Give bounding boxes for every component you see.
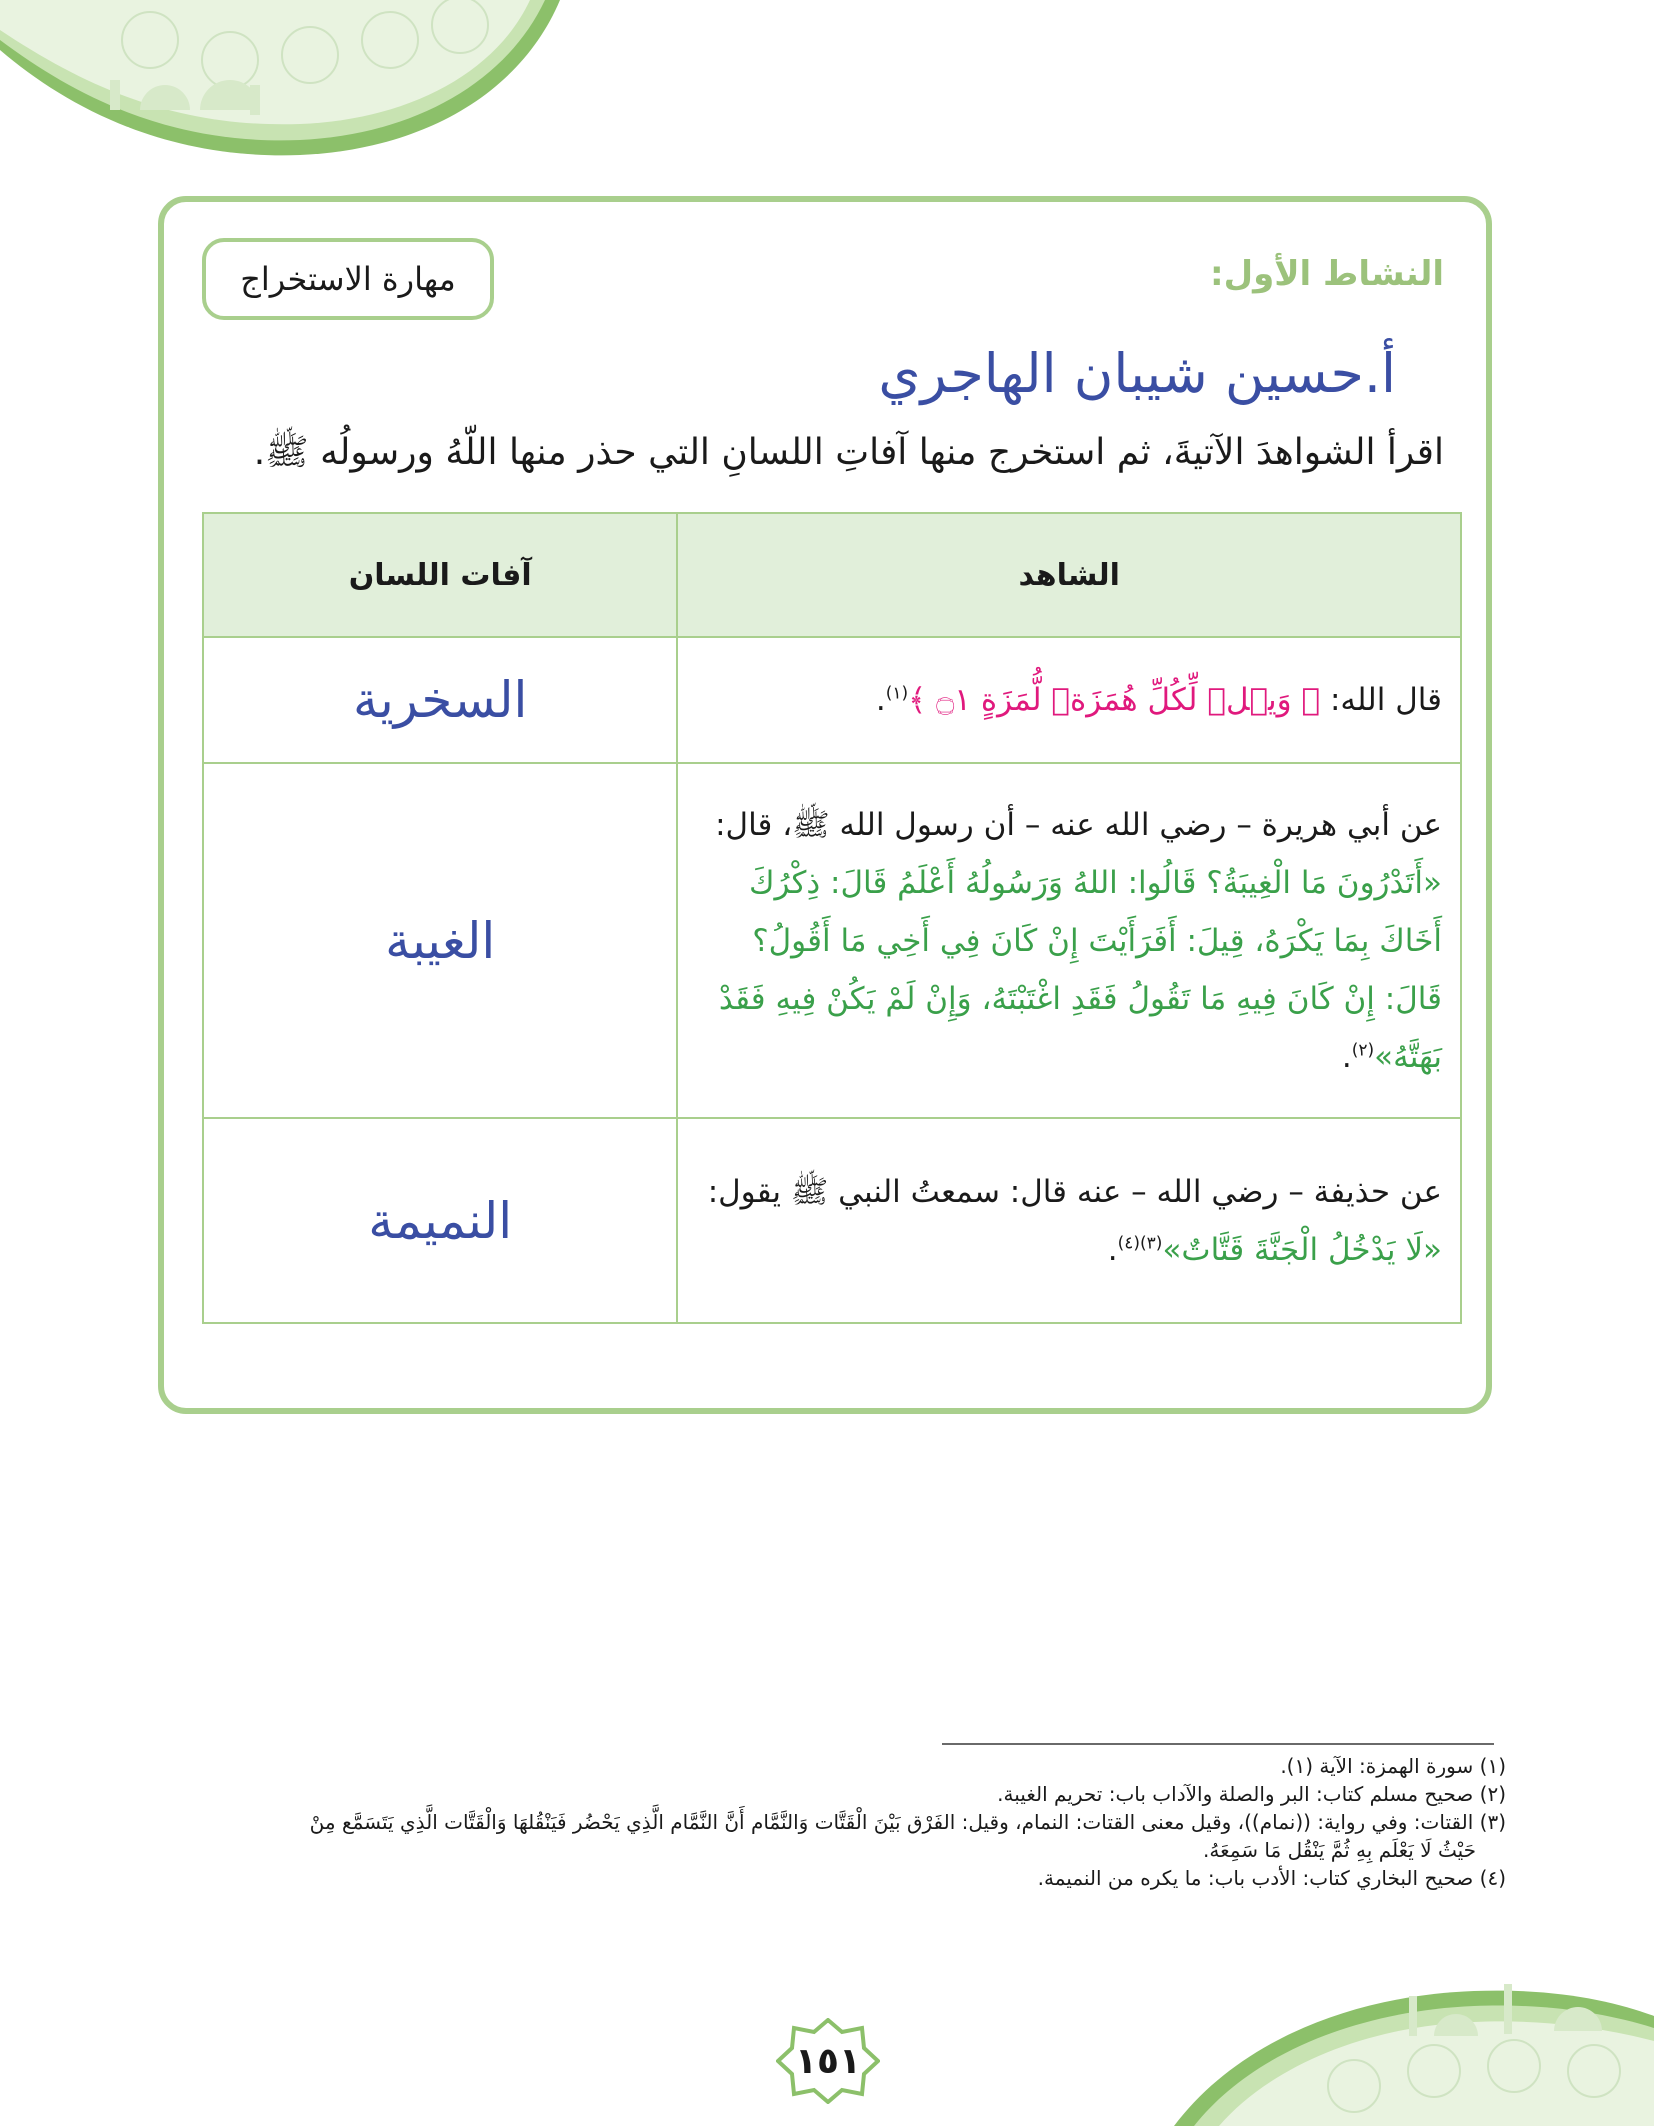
instruction-text: اقرأ الشواهدَ الآتيةَ، ثم استخرج منها آفاتِ اللسانِ التي حذر منها اللّهُ ورسولُه ﷺ. <box>253 432 1444 473</box>
evidence-intro: قال الله: <box>1320 682 1442 718</box>
evidence-table <box>202 512 1462 1324</box>
sentence-end: . <box>1341 1038 1352 1075</box>
footnote-item: (١) سورة الهمزة: الآية (١). <box>1280 1754 1506 1778</box>
answer-cell: النميمة <box>203 1118 677 1323</box>
footnote-ref: (١) <box>885 683 909 704</box>
footnote-item: (٣) القتات: وفي رواية: ((نمام))، وقيل معنى القتات: النمام، وقيل: الفَرْق بَيْنَ الْقَتَّات وَالنَّمَّام أَنَّ النَّمَّام الَّذِي يَحْضُر فَيَنْقُلهَا وَالْقَتَّات الَّذِي يَتَسَمَّع مِنْ <box>309 1810 1506 1834</box>
footnote-ref: (٣)(٤) <box>1117 1233 1163 1254</box>
skill-badge: مهارة الاستخراج <box>202 238 494 320</box>
evidence-cell <box>677 637 1461 763</box>
header-evidence: الشاهد <box>677 513 1461 637</box>
decorative-corner-bottom-right <box>1174 1956 1654 2126</box>
evidence-cell <box>677 763 1461 1118</box>
page-number: ١٥١ <box>795 2040 861 2082</box>
hadith-text: «أَتَدْرُونَ مَا الْغِيبَةُ؟ قَالُوا: اللهُ وَرَسُولُهُ أَعْلَمُ قَالَ: ذِكْرُكَ أَخَاكَ بِمَا يَكْرَهُ، قِيلَ: أَفَرَأَيْتَ إِنْ كَانَ فِي أَخِي مَا أَقُولُ؟ قَالَ: إِنْ كَانَ فِيهِ مَا تَقُولُ فَقَدِ اغْتَبْتَهُ، وَإِنْ لَمْ يَكُنْ فِيهِ فَقَدْ بَهَتَّهُ» <box>718 864 1442 1075</box>
table-row <box>203 763 1461 1118</box>
decorative-corner-top-left <box>0 0 560 170</box>
table-row <box>203 637 1461 763</box>
header-afflictions: آفات اللسان <box>203 513 677 637</box>
footnote-item: حَيْثُ لَا يَعْلَم بِهِ ثُمَّ يَنْقُل مَا سَمِعَهُ. <box>1203 1838 1476 1862</box>
student-name: أ.حسين شيبان الهاجري <box>878 342 1396 405</box>
hadith-text: «لَا يَدْخُلُ الْجَنَّةَ قَتَّاتٌ» <box>1162 1231 1442 1268</box>
answer-cell: الغيبة <box>203 763 677 1118</box>
table-header-row <box>203 513 1461 637</box>
quran-verse: ﴿ وَيۡلٞ لِّكُلِّ هُمَزَةٖ لُّمَزَةٍ ۝١ ﴾ <box>908 682 1321 718</box>
answer-cell: السخرية <box>203 637 677 763</box>
activity-title: النشاط الأول: <box>1209 254 1444 294</box>
footnote-item: (٢) صحيح مسلم كتاب: البر والصلة والآداب باب: تحريم الغيبة. <box>997 1782 1506 1806</box>
footnote-divider <box>942 1743 1494 1745</box>
footnote-ref: (٢) <box>1351 1040 1375 1061</box>
evidence-intro: عن حذيفة – رضي الله – عنه قال: سمعتُ النبي ﷺ يقول: <box>707 1173 1442 1210</box>
page-number-badge <box>776 2018 880 2104</box>
footnotes <box>106 1752 1506 1892</box>
sentence-end: . <box>1107 1231 1118 1268</box>
table-row <box>203 1118 1461 1323</box>
sentence-end: . <box>875 682 886 718</box>
evidence-cell <box>677 1118 1461 1323</box>
footnote-item: (٤) صحيح البخاري كتاب: الأدب باب: ما يكره من النميمة. <box>1037 1866 1506 1890</box>
evidence-intro: عن أبي هريرة – رضي الله عنه – أن رسول الله ﷺ، قال: <box>715 806 1442 843</box>
activity-panel <box>158 196 1492 1414</box>
